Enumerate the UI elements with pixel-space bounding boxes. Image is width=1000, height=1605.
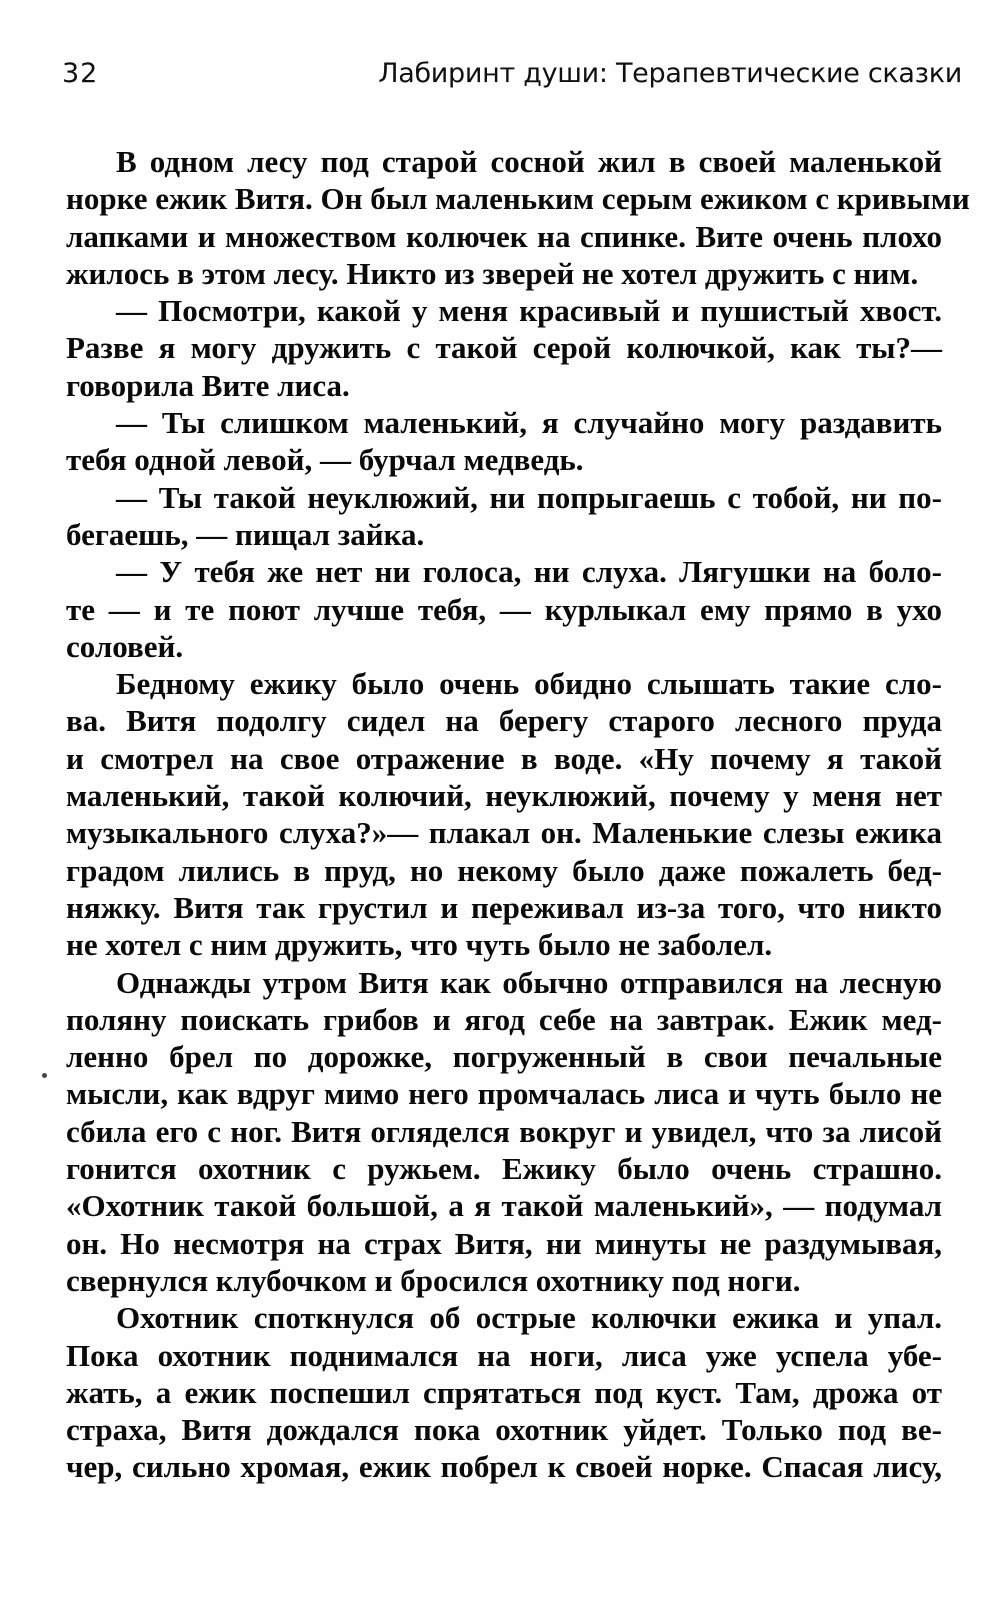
text-line: гонится охотник с ружьем. Ежику было очень страшно. (66, 1151, 942, 1187)
text-line: — Посмотри, какой у меня красивый и пушистый хвост. (116, 293, 942, 329)
text-line: жилось в этом лесу. Никто из зверей не хотел дружить с ним. (66, 255, 919, 291)
text-line: страха, Витя дождался пока охотник уйдет. Только под ве- (66, 1412, 942, 1448)
text-line: маленький, такой колючий, неуклюжий, почему у меня нет (66, 778, 942, 814)
text-line: свернулся клубочком и бросился охотнику под ноги. (66, 1262, 801, 1298)
page-number: 32 (62, 58, 99, 89)
text-line: музыкального слуха?»— плакал он. Маленькие слезы ежика (66, 815, 942, 851)
text-line: Разве я могу дружить с такой серой колючкой, как ты?— (66, 330, 942, 366)
text-line: поляну поискать грибов и ягод себе на завтрак. Ежик мед- (66, 1001, 942, 1037)
text-line: лапками и множеством колючек на спинке. Вите очень плохо (66, 218, 942, 254)
text-line: В одном лесу под старой сосной жил в своей маленькой (116, 144, 942, 179)
text-line: «Охотник такой большой, а я такой маленький», — подумал (66, 1188, 942, 1224)
text-line: Охотник споткнулся об острые колючки ежика и упал. (116, 1300, 942, 1336)
text-line: норке ежик Витя. Он был маленьким серым ежиком с кривыми (66, 181, 970, 217)
text-line: говорила Вите лиса. (66, 367, 350, 403)
text-line: он. Но несмотря на страх Витя, ни минуты не раздумывая, (66, 1225, 942, 1261)
text-line: няжку. Витя так грустил и переживал из-за того, что никто (66, 889, 942, 925)
text-line: Бедному ежику было очень обидно слышать такие сло- (116, 666, 942, 702)
text-line: и смотрел на свое отражение в воде. «Ну почему я такой (66, 740, 942, 776)
text-line: Однажды утром Витя как обычно отправился на лесную (116, 964, 942, 1000)
text-line: Пока охотник поднимался на ноги, лиса уже успела убе- (66, 1337, 942, 1373)
text-line: — У тебя же нет ни голоса, ни слуха. Лягушки на боло- (116, 554, 942, 590)
text-line: соловей. (66, 628, 184, 664)
text-line: ва. Витя подолгу сидел на берегу старого лесного пруда (66, 703, 942, 739)
text-line: чер, сильно хромая, ежик побрел к своей норке. Спасая лису, (66, 1449, 942, 1485)
text-line: мысли, как вдруг мимо него промчалась лиса и чуть было не (66, 1076, 942, 1112)
text-line: — Ты слишком маленький, я случайно могу раздавить (116, 405, 942, 441)
text-line: сбила его с ног. Витя огляделся вокруг и увидел, что за лисой (66, 1113, 942, 1149)
text-line: градом лились в пруд, но некому было даже пожалеть бед- (66, 852, 942, 888)
text-line: те — и те поют лучше тебя, — курлыкал ему прямо в ухо (66, 591, 942, 627)
text-line: тебя одной левой, — бурчал медведь. (66, 442, 584, 478)
text-body (66, 143, 970, 1486)
text-line: бегаешь, — пищал зайка. (66, 516, 425, 552)
running-head (62, 50, 962, 100)
text-line: жать, а ежик поспешил спрятаться под куст. Там, дрожа от (66, 1374, 942, 1410)
text-line: — Ты такой неуклюжий, ни попрыгаешь с тобой, ни по- (116, 479, 942, 515)
text-line: ленно брел по дорожке, погруженный в свои печальные (66, 1039, 942, 1075)
print-speck (42, 1073, 47, 1078)
book-title: Лабиринт души: Терапевтические сказки (378, 58, 962, 89)
text-line: не хотел с ним дружить, что чуть было не заболел. (66, 927, 773, 963)
